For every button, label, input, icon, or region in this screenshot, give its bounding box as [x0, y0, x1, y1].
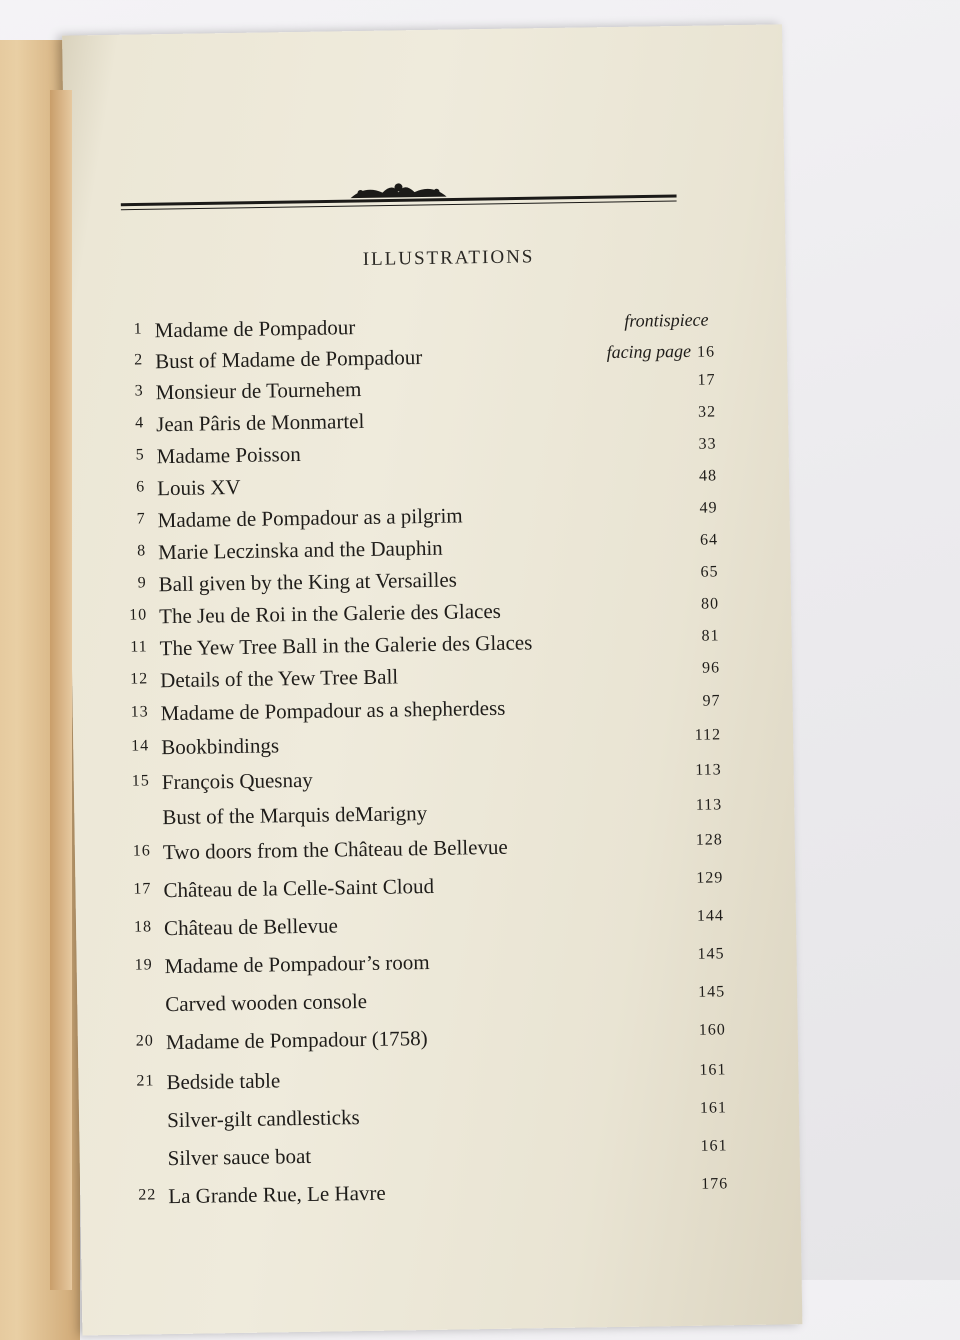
illustration-number: 12 [120, 670, 148, 688]
page-number: 161 [700, 1099, 727, 1117]
page-number: 145 [698, 983, 725, 1001]
illustration-caption: Bedside table [166, 1068, 280, 1095]
list-item [128, 1175, 728, 1214]
page-fore-edge [50, 90, 72, 1290]
illustration-number: 13 [121, 703, 149, 721]
illustration-number: 5 [117, 446, 145, 464]
illustration-caption: Silver-gilt candlesticks [167, 1105, 360, 1133]
illustration-caption: La Grande Rue, Le Havre [168, 1181, 386, 1209]
illustration-caption: Château de la Celle-Saint Cloud [163, 874, 434, 903]
page-number: 32 [698, 403, 716, 421]
list-item [126, 1061, 726, 1100]
page-number: 128 [696, 831, 723, 849]
illustration-caption: Jean Pâris de Monmartel [156, 409, 365, 437]
ornamental-rule [120, 176, 676, 215]
page-number: 161 [699, 1061, 726, 1079]
page-number: 160 [699, 1021, 726, 1039]
page-number: 97 [702, 692, 720, 710]
illustration-number: 9 [119, 574, 147, 592]
page-title: ILLUSTRATIONS [65, 242, 785, 275]
list-item [123, 831, 723, 870]
page-number: 129 [696, 869, 723, 887]
list-item [128, 1137, 728, 1176]
illustration-number: 21 [126, 1072, 154, 1090]
facing-page-label: facing page [606, 341, 691, 362]
illustration-number: 19 [125, 956, 153, 974]
page-number: 145 [697, 945, 724, 963]
page-number: 17 [697, 371, 715, 389]
list-item [123, 869, 723, 908]
illustration-number: 8 [118, 542, 146, 560]
illustration-caption: Louis XV [157, 475, 241, 501]
illustration-number: 2 [115, 351, 143, 369]
page-number: 81 [701, 627, 719, 645]
illustration-caption: Monsieur de Tournehem [155, 377, 361, 405]
list-item [121, 692, 721, 731]
page-number: 64 [700, 531, 718, 549]
illustration-caption: Two doors from the Château de Bellevue [163, 835, 508, 865]
illustration-caption: Madame de Pompadour [154, 315, 355, 343]
frontispiece-label: frontispiece [624, 310, 709, 331]
illustration-number: 10 [119, 606, 147, 624]
illustration-caption: Ball given by the King at Versailles [158, 568, 457, 598]
page-number: 161 [700, 1137, 727, 1155]
list-item [126, 1021, 726, 1060]
illustration-caption: Bust of the Marquis deMarigny [162, 801, 427, 830]
page-number: 80 [701, 595, 719, 613]
list-item [122, 761, 722, 800]
illustration-number: 6 [117, 478, 145, 496]
illustration-caption: Madame de Pompadour’s room [164, 950, 429, 979]
page-number: 65 [700, 563, 718, 581]
page-number: 144 [697, 907, 724, 925]
page-reference [624, 309, 715, 331]
page-number: 48 [699, 467, 717, 485]
page-number: 33 [698, 435, 716, 453]
illustration-number: 3 [116, 382, 144, 400]
illustration-number: 17 [123, 880, 151, 898]
illustration-caption: Madame de Pompadour as a shepherdess [161, 696, 506, 726]
illustration-caption: Details of the Yew Tree Ball [160, 664, 398, 693]
illustration-caption: Bookbindings [161, 733, 279, 760]
list-item [121, 726, 721, 765]
list-item [125, 983, 725, 1022]
book-page [62, 24, 802, 1335]
list-item [122, 796, 722, 835]
illustration-number: 1 [115, 320, 143, 338]
list-item [127, 1099, 727, 1138]
illustration-caption: Madame Poisson [156, 442, 300, 469]
page-number: 112 [695, 726, 722, 744]
page-number: 176 [701, 1175, 728, 1193]
illustration-number: 16 [123, 842, 151, 860]
illustration-number: 14 [121, 737, 149, 755]
illustration-caption: Madame de Pompadour as a pilgrim [157, 503, 462, 533]
illustration-caption: Carved wooden console [165, 989, 367, 1017]
page-number: 113 [695, 761, 722, 779]
list-item [124, 945, 724, 984]
illustration-caption: The Yew Tree Ball in the Galerie des Glaces [159, 630, 532, 661]
illustration-number: 4 [116, 414, 144, 432]
page-number: 113 [696, 796, 723, 814]
page-number: 49 [699, 499, 717, 517]
illustration-caption: Marie Leczinska and the Dauphin [158, 536, 443, 565]
page-reference [606, 340, 715, 363]
illustration-caption: Bust of Madame de Pompadour [155, 345, 422, 374]
illustration-caption: Madame de Pompadour (1758) [166, 1026, 428, 1055]
page-number: 96 [702, 659, 720, 677]
illustration-number: 11 [120, 638, 148, 656]
illustration-number: 7 [118, 510, 146, 528]
illustration-caption: Château de Bellevue [164, 913, 338, 941]
illustration-caption: The Jeu de Roi in the Galerie des Glaces [159, 599, 501, 629]
illustration-number: 18 [124, 918, 152, 936]
page-number: 16 [697, 343, 715, 360]
illustrations-list [62, 24, 782, 35]
illustration-number: 15 [122, 772, 150, 790]
illustration-caption: François Quesnay [162, 768, 313, 795]
illustration-caption: Silver sauce boat [168, 1144, 312, 1171]
illustration-number: 22 [128, 1186, 156, 1204]
list-item [124, 907, 724, 946]
illustration-number: 20 [126, 1032, 154, 1050]
